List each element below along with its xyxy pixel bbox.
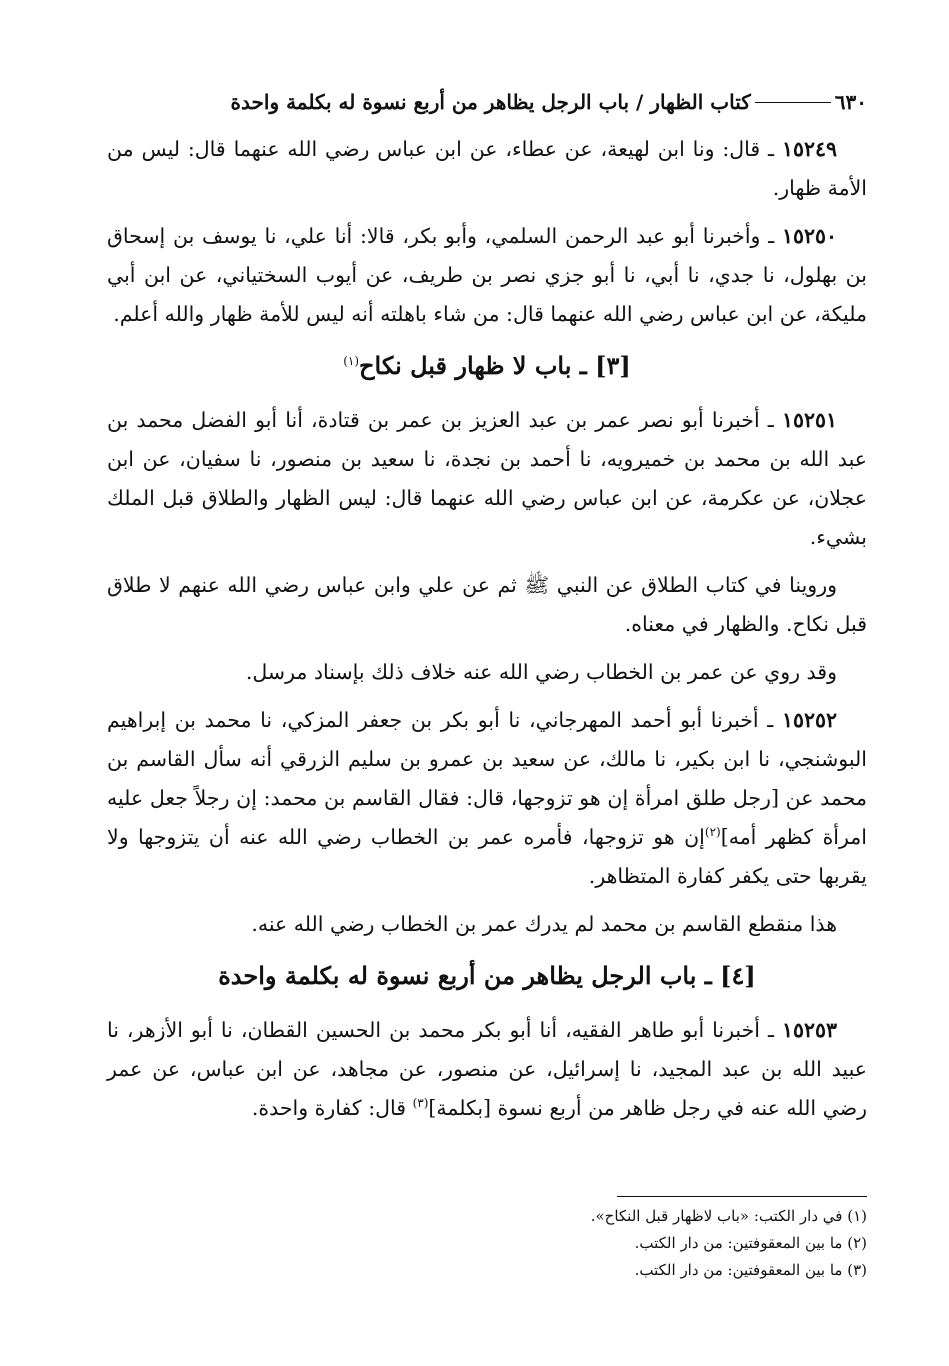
hadith-number: ١٥٢٤٩ bbox=[781, 137, 837, 161]
main-text bbox=[107, 130, 867, 1128]
hadith-15253 bbox=[107, 1011, 867, 1128]
chapter-heading-4 bbox=[107, 953, 867, 999]
hadith-text: قال: كفارة واحدة. bbox=[251, 1096, 413, 1120]
hadith-text: ـ أخبرنا أبو أحمد المهرجاني، نا أبو بكر بن جعفر المزكي، نا محمد بن إبراهيم البوشنجي، نا ابن بكير، نا مالك، عن سعيد بن عمرو بن سليم الزرقي أنه سأل القاسم بن محمد عن [رجل طلق امرأة إن هو تزوجها، قال: فقال القاسم بن محمد: إن رجلاً جعل عليه امرأة كظهر أمه] bbox=[107, 708, 867, 849]
hadith-text: ـ أخبرنا أبو نصر عمر بن عبد العزيز بن عمر بن قتادة، أنا أبو الفضل محمد بن عبد الله بن محمد بن خميرويه، نا أحمد بن نجدة، نا سعيد بن منصور، نا سفيان، عن ابن عجلان، عن عكرمة، عن ابن عباس رضي الله عنهما قال: ليس الظهار والطلاق قبل الملك بشيء. bbox=[107, 408, 867, 549]
page-number: ٦٣٠ bbox=[834, 90, 867, 114]
footnote-ref: (٣) bbox=[412, 1096, 429, 1111]
commentary-text: وقد روي عن عمر بن الخطاب رضي الله عنه خلاف ذلك بإسناد مرسل. bbox=[245, 660, 837, 684]
chapter-title: [٣] ـ باب لا ظهار قبل نكاح bbox=[359, 351, 631, 380]
page-content bbox=[107, 82, 867, 1137]
hadith-text: ـ وأخبرنا أبو عبد الرحمن السلمي، وأبو بكر، قالا: أنا علي، نا يوسف بن إسحاق بن بهلول، نا جدي، نا أبي، نا أبو جزي نصر بن طريف، عن أيوب السختياني، عن ابن أبي مليكة، عن ابن عباس رضي الله عنهما قال: من شاء باهلته أنه ليس للأمة ظهار والله أعلم. bbox=[107, 224, 867, 326]
hadith-number: ١٥٢٥٢ bbox=[781, 708, 837, 732]
footnote-2: (٢) ما بين المعقوفتين: من دار الكتب. bbox=[634, 1234, 867, 1252]
running-header bbox=[107, 82, 867, 122]
running-title: كتاب الظهار / باب الرجل يظاهر من أربع نسوة له بكلمة واحدة bbox=[230, 90, 751, 114]
hadith-number: ١٥٢٥٣ bbox=[781, 1018, 837, 1042]
hadith-number: ١٥٢٥٠ bbox=[781, 224, 837, 248]
commentary-paragraph bbox=[107, 566, 867, 644]
header-rule bbox=[755, 102, 831, 103]
chapter-heading-3 bbox=[107, 343, 867, 389]
commentary-text: وروينا في كتاب الطلاق عن النبي ﷺ ثم عن علي وابن عباس رضي الله عنهم لا طلاق قبل نكاح. والظهار في معناه. bbox=[107, 573, 867, 636]
footnote-3: (٣) ما بين المعقوفتين: من دار الكتب. bbox=[634, 1261, 867, 1279]
hadith-text: ـ أخبرنا أبو طاهر الفقيه، أنا أبو بكر محمد بن الحسين القطان، نا أبو الأزهر، نا عبيد الله بن عبد المجيد، نا إسرائيل، عن منصور، عن مجاهد، عن ابن عباس، عن عمر رضي الله عنه في رجل ظاهر من أربع نسوة [بكلمة] bbox=[107, 1018, 867, 1120]
footnotes bbox=[107, 1196, 867, 1284]
hadith-number: ١٥٢٥١ bbox=[781, 408, 837, 432]
hadith-text: ـ قال: ونا ابن لهيعة، عن عطاء، عن ابن عباس رضي الله عنهما قال: ليس من الأمة ظهار. bbox=[107, 137, 867, 200]
footnote-ref: (٢) bbox=[704, 825, 721, 840]
commentary-text: هذا منقطع القاسم بن محمد لم يدرك عمر بن الخطاب رضي الله عنه. bbox=[251, 912, 837, 936]
footnote-rule bbox=[617, 1196, 867, 1197]
footnote-1: (١) في دار الكتب: «باب لاظهار قبل النكاح». bbox=[590, 1207, 867, 1225]
hadith-15252 bbox=[107, 701, 867, 896]
hadith-15249 bbox=[107, 130, 867, 208]
hadith-text: إن هو تزوجها، فأمره عمر بن الخطاب رضي الله عنه أن يتزوجها ولا يقربها حتى يكفر كفارة المتظاهر. bbox=[107, 825, 867, 888]
hadith-15251 bbox=[107, 401, 867, 557]
commentary-paragraph bbox=[107, 653, 867, 692]
chapter-title: [٤] ـ باب الرجل يظاهر من أربع نسوة له بكلمة واحدة bbox=[218, 961, 756, 990]
hadith-15250 bbox=[107, 217, 867, 334]
commentary-paragraph bbox=[107, 905, 867, 944]
footnote-ref: (١) bbox=[343, 354, 360, 368]
